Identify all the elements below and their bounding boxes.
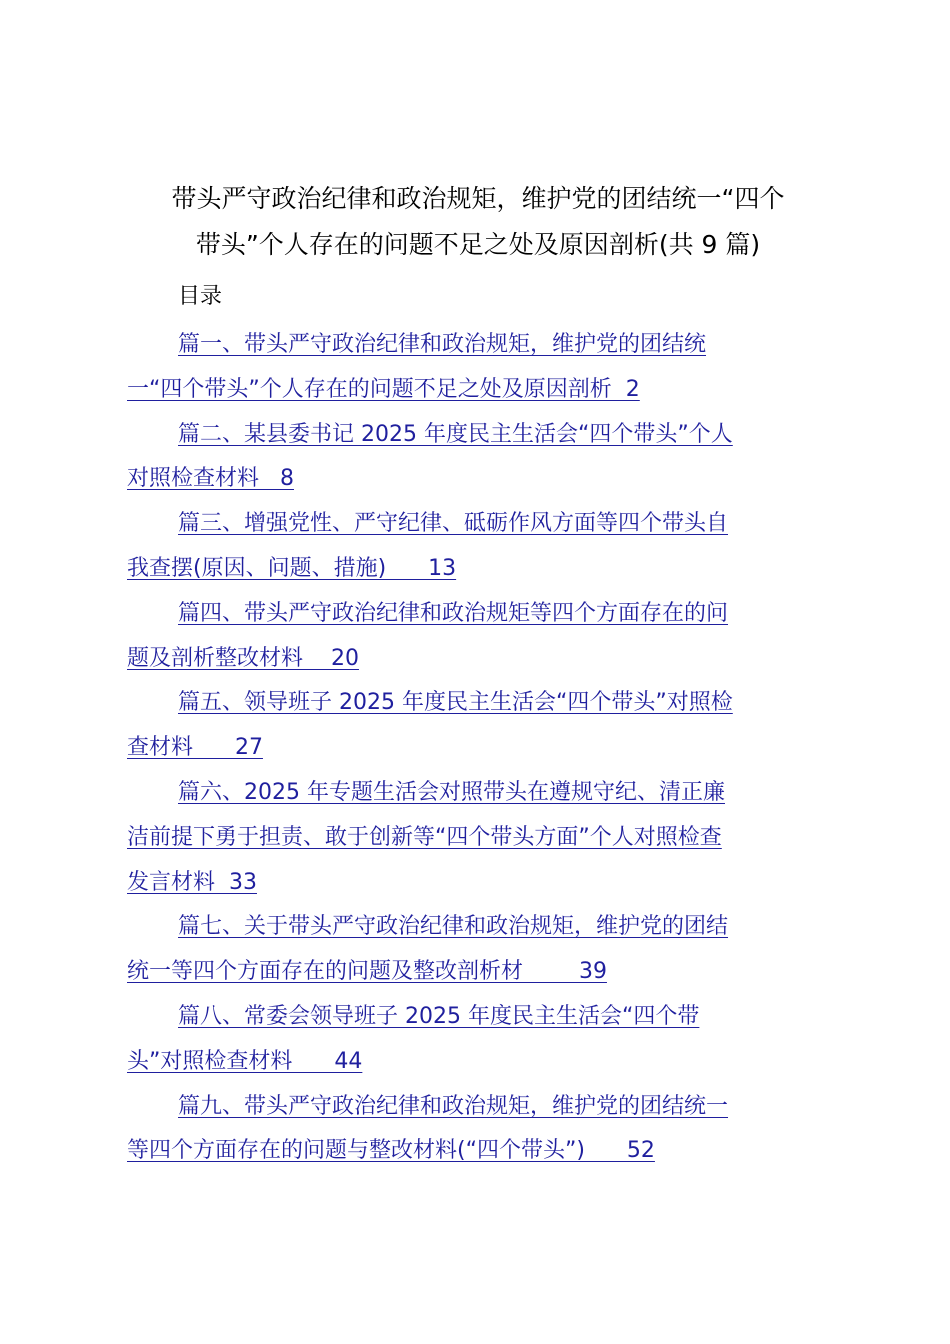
toc-line: 一“四个带头”个人存在的问题不足之处及原因剖析 2: [127, 376, 640, 402]
toc-link-7[interactable]: [127, 905, 827, 995]
toc-entry: [127, 1085, 827, 1175]
toc-line: 查材料 27: [127, 735, 263, 761]
toc-heading: 目录: [178, 284, 223, 309]
toc-line: 篇三、增强党性、严守纪律、砥砺作风方面等四个带头自: [178, 511, 729, 537]
toc-entry: [127, 771, 827, 905]
toc-line: 统一等四个方面存在的问题及整改剖析材 39: [127, 959, 607, 985]
toc-entry: [127, 681, 827, 771]
toc-line: 篇六、2025 年专题生活会对照带头在遵规守纪、清正廉: [178, 779, 725, 805]
toc-line: 发言材料 33: [127, 869, 257, 895]
toc-line: 题及剖析整改材料 20: [127, 645, 359, 671]
toc-line: 篇二、某县委书记 2025 年度民主生活会“四个带头”个人: [178, 421, 733, 447]
toc-link-5[interactable]: [127, 681, 827, 771]
toc-entry: [127, 592, 827, 682]
toc-link-3[interactable]: [127, 502, 827, 592]
toc-line: 篇八、常委会领导班子 2025 年度民主生活会“四个带: [178, 1003, 700, 1029]
toc-link-4[interactable]: [127, 592, 827, 682]
title-line: 带头严守政治纪律和政治规矩，维护党的团结统一“四个: [171, 184, 785, 213]
toc-line: 篇四、带头严守政治纪律和政治规矩等四个方面存在的问: [178, 600, 729, 626]
document-title: [120, 176, 836, 268]
toc-link-6[interactable]: [127, 771, 827, 905]
toc-entry: [127, 413, 827, 503]
toc-line: 等四个方面存在的问题与整改材料(“四个带头”) 52: [127, 1138, 655, 1164]
toc-line: 篇一、带头严守政治纪律和政治规矩，维护党的团结统: [178, 332, 707, 357]
toc-entry: [127, 502, 827, 592]
toc-link-2[interactable]: [127, 413, 827, 503]
toc-entry: [127, 323, 827, 413]
title-line: 带头”个人存在的问题不足之处及原因剖析(共 9 篇): [195, 230, 761, 259]
toc-line: 头”对照检查材料 44: [127, 1048, 363, 1074]
toc-line: 我查摆(原因、问题、措施) 13: [127, 555, 457, 581]
toc-entry: [127, 905, 827, 995]
toc-line: 对照检查材料 8: [127, 466, 294, 492]
toc-link-8[interactable]: [127, 995, 827, 1085]
toc-link-1[interactable]: [127, 323, 827, 413]
table-of-contents: [127, 323, 827, 1174]
toc-entry: [127, 995, 827, 1085]
toc-line: 篇七、关于带头严守政治纪律和政治规矩，维护党的团结: [178, 914, 729, 940]
toc-line: 篇五、领导班子 2025 年度民主生活会“四个带头”对照检: [178, 690, 733, 716]
toc-line: 洁前提下勇于担责、敢于创新等“四个带头方面”个人对照检查: [127, 824, 722, 850]
toc-line: 篇九、带头严守政治纪律和政治规矩，维护党的团结统一: [178, 1093, 729, 1119]
toc-link-9[interactable]: [127, 1085, 827, 1175]
